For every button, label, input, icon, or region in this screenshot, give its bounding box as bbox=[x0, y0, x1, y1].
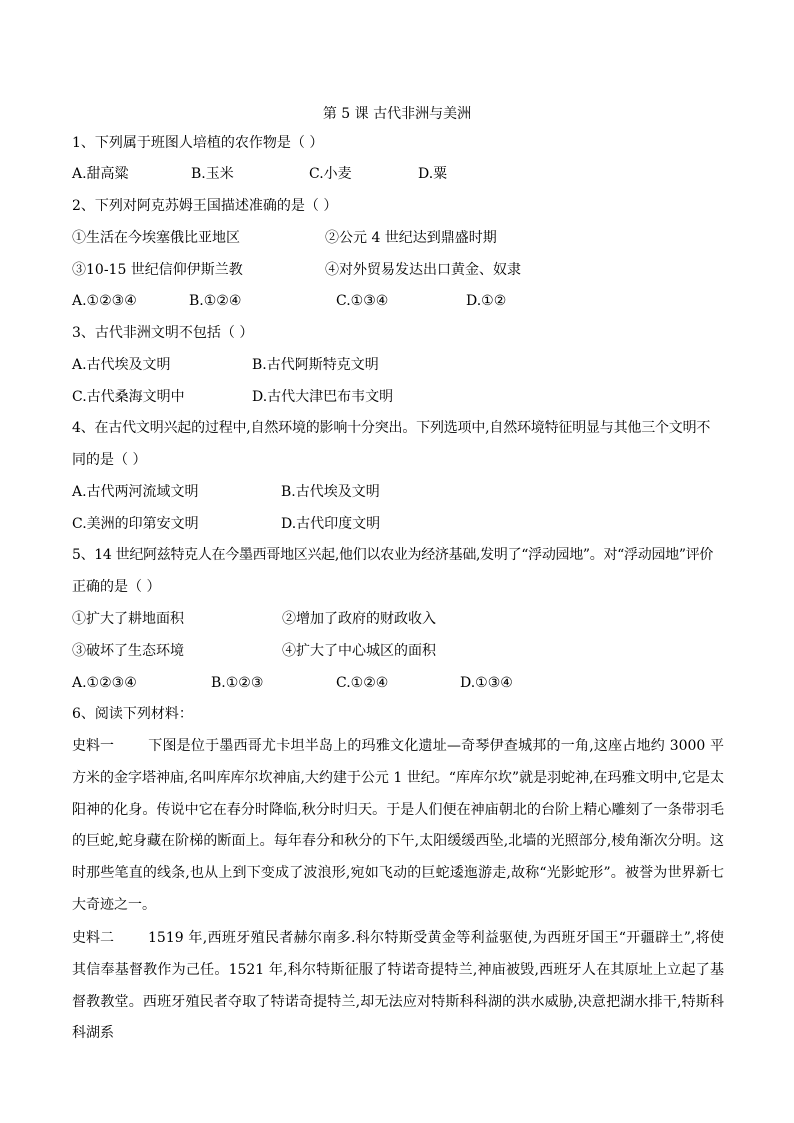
question-6-stem: 6、阅读下列材料： bbox=[72, 706, 193, 722]
q2-option-c: C.①③④ bbox=[336, 293, 389, 309]
question-4-stem-line-1: 4、在古代文明兴起的过程中,自然环境的影响十分突出。下列选项中,自然环境特征明显与其他三个文明不 bbox=[72, 420, 711, 436]
q2-option-a: A.①②③④ bbox=[72, 293, 137, 309]
q3-option-a: A.古代埃及文明 bbox=[72, 357, 171, 373]
material-2-text: 1519 年,西班牙殖民者赫尔南多.科尔特斯受黄金等利益驱使,为西班牙国王“开疆辟土”,将使其信奉基督教作为己任。1521 年,科尔特斯征服了特诺奇提特兰,神庙被毁,西班牙人在其原址上立起了基督教教堂。西班牙殖民者夺取了特诺奇提特兰,却无法应对特斯科科湖的洪水威胁,决意把湖水排干,特斯科科湖系 bbox=[72, 930, 724, 1042]
q2-option-b: B.①②④ bbox=[189, 293, 242, 309]
page-title: 第 5 课 古代非洲与美洲 bbox=[322, 106, 472, 122]
q4-option-c: C.美洲的印第安文明 bbox=[72, 516, 199, 532]
question-4-stem-line-2: 同的是（ ） bbox=[72, 452, 147, 468]
q2-item-3: ③10-15 世纪信仰伊斯兰教 bbox=[72, 262, 243, 278]
q4-option-a: A.古代两河流域文明 bbox=[72, 484, 199, 500]
material-1-text: 下图是位于墨西哥尤卡坦半岛上的玛雅文化遗址—奇琴伊查城邦的一角,这座占地约 3000 平方米的金字塔神庙,名叫库库尔坎神庙,大约建于公元 1 世纪。“库库尔坎”就是羽蛇神,在玛雅文明中,它是太阳神的化身。传说中它在春分时降临,秋分时归天。于是人们便在神庙朝北的台阶上精心雕刻了一条带羽毛的巨蛇,蛇身藏在阶梯的断面上。每年春分和秋分的下午,太阳缓缓西坠,北墙的光照部分,棱角渐次分明。这时那些笔直的线条,也从上到下变成了波浪形,宛如飞动的巨蛇逶迤游走,故称“光影蛇形”。被誉为世界新七大奇迹之一。 bbox=[72, 738, 724, 913]
q5-item-4: ④扩大了中心城区的面积 bbox=[282, 643, 436, 659]
q5-item-3: ③破坏了生态环境 bbox=[72, 643, 184, 659]
material-1-label: 史料一 bbox=[72, 738, 114, 754]
q5-option-d: D.①③④ bbox=[460, 675, 513, 691]
question-3-stem: 3、古代非洲文明不包括（ ） bbox=[72, 325, 254, 341]
material-2-label: 史料二 bbox=[72, 930, 114, 946]
q1-option-a: A.甜高粱 bbox=[72, 166, 129, 182]
material-2 bbox=[72, 923, 724, 1050]
question-5-stem-line-2: 正确的是（ ） bbox=[72, 579, 161, 595]
q2-item-2: ②公元 4 世纪达到鼎盛时期 bbox=[325, 230, 497, 246]
q5-option-b: B.①②③ bbox=[211, 675, 264, 691]
q5-option-a: A.①②③④ bbox=[72, 675, 137, 691]
q5-item-2: ②增加了政府的财政收入 bbox=[282, 611, 436, 627]
q2-item-1: ①生活在今埃塞俄比亚地区 bbox=[72, 230, 240, 246]
q4-option-d: D.古代印度文明 bbox=[281, 516, 381, 532]
q5-item-1: ①扩大了耕地面积 bbox=[72, 611, 184, 627]
q3-option-d: D.古代大津巴布韦文明 bbox=[252, 389, 394, 405]
q3-option-c: C.古代桑海文明中 bbox=[72, 389, 185, 405]
q4-option-b: B.古代埃及文明 bbox=[281, 484, 380, 500]
q1-option-d: D.粟 bbox=[418, 166, 448, 182]
q1-option-c: C.小麦 bbox=[309, 166, 352, 182]
q2-item-4: ④对外贸易发达出口黄金、奴隶 bbox=[325, 262, 521, 278]
q2-option-d: D.①② bbox=[466, 293, 507, 309]
q5-option-c: C.①②④ bbox=[336, 675, 389, 691]
question-2-stem: 2、下列对阿克苏姆王国描述准确的是（ ） bbox=[72, 198, 338, 214]
question-1-stem: 1、下列属于班图人培植的农作物是（ ） bbox=[72, 135, 324, 151]
question-5-stem-line-1: 5、14 世纪阿兹特克人在今墨西哥地区兴起,他们以农业为经济基础,发明了“浮动园地”。对“浮动园地”评价 bbox=[72, 547, 714, 563]
q3-option-b: B.古代阿斯特克文明 bbox=[252, 357, 379, 373]
material-1 bbox=[72, 731, 724, 922]
q1-option-b: B.玉米 bbox=[191, 166, 234, 182]
